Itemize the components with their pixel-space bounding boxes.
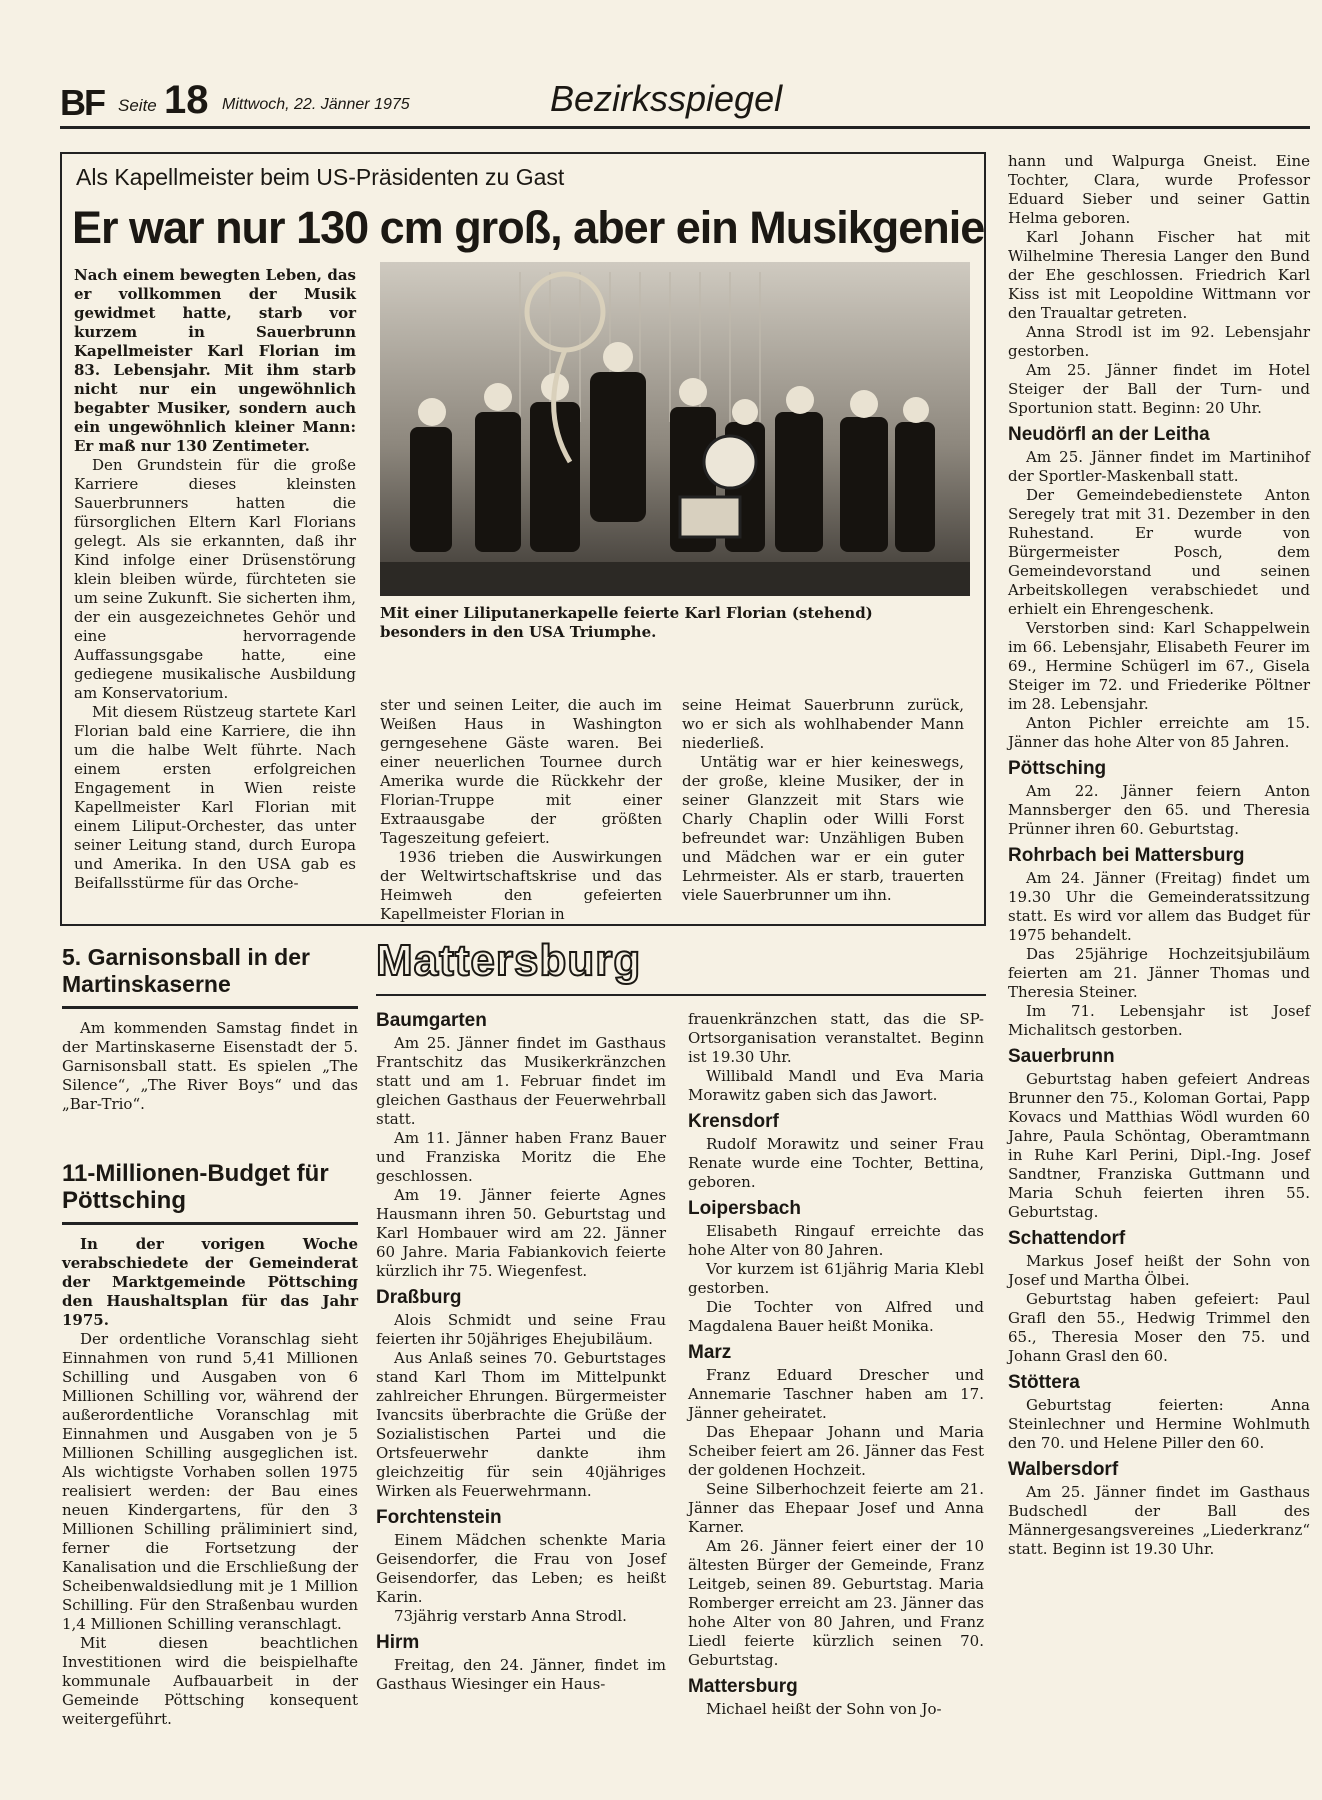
budget-article — [62, 1160, 358, 1729]
rule — [62, 1222, 358, 1225]
locality-heading: Stöttera — [1008, 1372, 1080, 1393]
news-item: Verstorben sind: Karl Schappelwein im 66. Lebensjahr, Elisabeth Feurer im 69., Hermine Schügerl im 67., Gisela Steiger im 72. und Friederike Pöltner im 28. Lebensjahr. — [1008, 619, 1310, 713]
news-item: Am 25. Jänner findet im Hotel Steiger der Ball der Turn- und Sportunion statt. Beginn: 20 Uhr. — [1008, 361, 1310, 417]
locality-heading: Schattendorf — [1008, 1228, 1126, 1249]
banner-rule — [376, 994, 986, 996]
news-item: Rudolf Morawitz und seiner Frau Renate wurde eine Tochter, Bettina, geboren. — [688, 1135, 984, 1191]
locality-heading: Hirm — [376, 1632, 420, 1653]
news-item: Am 25. Jänner findet im Martinihof der Sportler-Maskenball statt. — [1008, 448, 1310, 485]
locality-heading: Draßburg — [376, 1287, 462, 1308]
news-item: Franz Eduard Drescher und Annemarie Taschner haben am 17. Jänner geheiratet. — [688, 1366, 984, 1422]
news-item: 73jährig verstarb Anna Strodl. — [394, 1607, 627, 1625]
rule — [62, 1006, 358, 1009]
lead-paragraph: Untätig war er hier keineswegs, der große, kleine Musiker, der in seiner Glanzzeit mit Stars wie Charly Chaplin oder Willi Forst befreundet war: Unzähligen Buben und Mädchen war er ein guter Lehrmeister. Als er starb, trauerten viele Sauerbrunner um ihn. — [682, 753, 964, 904]
locality-heading: Mattersburg — [688, 1676, 798, 1697]
locality-heading: Forchtenstein — [376, 1507, 502, 1528]
logo: BF — [60, 82, 104, 123]
news-item: Am 24. Jänner (Freitag) findet um 19.30 Uhr die Gemeinderatssitzung statt. Es wird vor allem das Budget für 1975 behandelt. — [1008, 869, 1310, 944]
news-item: frauenkränzchen statt, das die SP-Ortsorganisation veranstaltet. Beginn ist 19.30 Uhr. — [688, 1010, 984, 1066]
masthead — [60, 78, 1310, 126]
right-column — [1008, 152, 1310, 1559]
news-item: Geburtstag haben gefeiert: Paul Grafl den 55., Hedwig Trimmel den 65., Theresia Moser den 75. und Johann Grasl den 60. — [1008, 1290, 1310, 1365]
page-number: 18 — [164, 78, 209, 122]
garnison-article — [62, 944, 358, 1114]
lead-column-1 — [74, 266, 356, 893]
news-item: Die Tochter von Alfred und Magdalena Bauer heißt Monika. — [688, 1298, 984, 1335]
news-item: Alois Schmidt und seine Frau feierten ihr 50jähriges Ehejubiläum. — [376, 1311, 666, 1348]
news-item: Am 25. Jänner findet im Gasthaus Frantschitz das Musikerkränzchen statt und am 1. Februar findet im gleichen Gasthaus der Feuerwehrball statt. — [376, 1034, 666, 1128]
band-photo — [380, 262, 970, 596]
locality-heading: Walbersdorf — [1008, 1459, 1119, 1480]
locality-heading: Krensdorf — [688, 1111, 779, 1132]
news-item: Am 19. Jänner feierte Agnes Hausmann ihren 50. Geburtstag und Karl Hombauer wird am 22. Jänner 60 Jahre. Maria Fabiankovich feierte kürzlich ihr 75. Wiegenfest. — [376, 1186, 666, 1280]
news-item: Aus Anlaß seines 70. Geburtstages stand Karl Thom im Mittelpunkt zahlreicher Ehrungen. Bürgermeister Ivancsits überbrachte die Grüße der Sozialistischen Partei und die Ortsfeuerwehr dankte ihm gleichzeitig für sein 40jähriges Wirken als Feuerwehrmann. — [376, 1349, 666, 1500]
garnison-headline: 5. Garnisonsball in der Martinskaserne — [62, 944, 310, 997]
photo-caption: Mit einer Liliputanerkapelle feierte Karl Florian (stehend) besonders in den USA Triumphe. — [380, 604, 873, 641]
lead-story — [60, 152, 986, 926]
garnison-body: Am kommenden Samstag findet in der Martinskaserne Eisenstadt der 5. Garnisonsball statt. Es spielen „The Silence“, „The River Boys“ und das „Bar-Trio“. — [62, 1019, 358, 1113]
mattersburg-banner: Mattersburg — [376, 936, 642, 985]
locality-heading: Baumgarten — [376, 1010, 487, 1031]
lead-column-2 — [380, 696, 662, 924]
mattersburg-column-1 — [376, 1010, 666, 1694]
issue-date: Mittwoch, 22. Jänner 1975 — [222, 96, 410, 113]
budget-intro: In der vorigen Woche verabschiedete der Gemeinderat der Marktgemeinde Pöttsching den Haushaltsplan für das Jahr 1975. — [62, 1235, 358, 1329]
lead-paragraph: ster und seinen Leiter, die auch im Weißen Haus in Washington gerngesehene Gäste waren. Bei einer neuerlichen Tournee durch Amerika wurde die Rückkehr der Florian-Truppe mit einer Extraausgabe der größten Tageszeitung gefeiert. — [380, 696, 662, 847]
news-item: Geburtstag feierten: Anna Steinlechner und Hermine Wohlmuth den 70. und Helene Piller den 60. — [1008, 1396, 1310, 1452]
page-label: Seite — [118, 96, 157, 115]
locality-heading: Pöttsching — [1008, 758, 1107, 779]
news-item: Das Ehepaar Johann und Maria Scheiber feiert am 26. Jänner das Fest der goldenen Hochzeit. — [688, 1423, 984, 1479]
header-rule — [60, 126, 1310, 129]
lead-paragraph: Mit diesem Rüstzeug startete Karl Florian bald eine Karriere, die ihn um die halbe Welt führte. Nach einem ersten erfolgreichen Engagement in Wien reiste Kapellmeister Karl Florian mit einem Liliput-Orchester, das unter seiner Leitung stand, durch Europa und Amerika. In den USA gab es Beifallsstürme für das Orche- — [74, 703, 356, 892]
locality-heading: Marz — [688, 1342, 732, 1363]
news-item: Einem Mädchen schenkte Maria Geisendorfer, die Frau von Josef Geisendorfer, das Leben; es heißt Karin. — [376, 1531, 666, 1606]
lead-paragraph: Den Grundstein für die große Karriere dieses kleinsten Sauerbrunners hatten die fürsorglichen Eltern Karl Florians gelegt. Als sie erkannten, daß ihr Kind infolge einer Drüsenstörung klein bleiben würde, fürchteten sie um seine Zukunft. Sie sicherten ihm, der ein ausgezeichnetes Gehör und eine hervorragende Auffassungsgabe hatte, eine gediegene musikalische Ausbildung am Konservatorium. — [74, 456, 356, 702]
lead-kicker: Als Kapellmeister beim US-Präsidenten zu Gast — [76, 164, 565, 190]
news-item: Karl Johann Fischer hat mit Wilhelmine Theresia Langer den Bund der Ehe geschlossen. Friedrich Karl Kiss ist mit Leopoldine Wittmann vor den Traualtar getreten. — [1008, 228, 1310, 322]
locality-heading: Loipersbach — [688, 1198, 801, 1219]
news-item: Am 26. Jänner feiert einer der 10 ältesten Bürger der Gemeinde, Franz Leitgeb, seinen 89. Geburtstag. Maria Romberger erreicht am 23. Jänner das hohe Alter von 80 Jahren, und Franz Liedl feierte kürzlich seinen 70. Geburtstag. — [688, 1537, 984, 1669]
lead-intro: Nach einem bewegten Leben, das er vollkommen der Musik gewidmet hatte, starb vor kurzem in Sauerbrunn Kapellmeister Karl Florian im 83. Lebensjahr. Mit ihm starb nicht nur ein ungewöhnlich begabter Musiker, sondern auch ein ungewöhnlich kleiner Mann: Er maß nur 130 Zentimeter. — [74, 266, 356, 455]
locality-heading: Rohrbach bei Mattersburg — [1008, 845, 1245, 866]
mattersburg-column-2 — [688, 1010, 984, 1719]
news-item: Geburtstag haben gefeiert Andreas Brunner den 75., Koloman Gortai, Papp Kovacs und Matthias Wödl wurden 60 Jahre, Paula Schöntag, Oberamtmann in Ruhe Karl Perini, Dipl.-Ing. Josef Sandtner, Franziska Guttmann und Maria Schuh feierten ihren 55. Geburtstag. — [1008, 1070, 1310, 1221]
news-item: Im 71. Lebensjahr ist Josef Michalitsch gestorben. — [1008, 1002, 1310, 1039]
lead-headline: Er war nur 130 cm groß, aber ein Musikgenie — [72, 202, 985, 253]
news-item: Markus Josef heißt der Sohn von Josef und Martha Ölbei. — [1008, 1252, 1310, 1289]
news-item: Elisabeth Ringauf erreichte das hohe Alter von 80 Jahren. — [688, 1222, 984, 1259]
news-item: Am 22. Jänner feiern Anton Mannsberger den 65. und Theresia Prünner ihren 60. Geburtstag. — [1008, 782, 1310, 838]
news-item: Vor kurzem ist 61jährig Maria Klebl gestorben. — [688, 1260, 984, 1297]
section-title: Bezirksspiegel — [550, 78, 783, 119]
news-item: Das 25jährige Hochzeitsjubiläum feierten am 21. Jänner Thomas und Theresia Steiner. — [1008, 945, 1310, 1001]
budget-paragraph: Der ordentliche Voranschlag sieht Einnahmen von rund 5,41 Millionen Schilling und Ausgaben von 6 Millionen Schilling vor, während der außerordentliche Voranschlag mit Einnahmen und Ausgaben von je 5 Millionen Schilling ausgeglichen ist. Als wichtigste Vorhaben sollen 1975 realisiert werden: der Bau eines neuen Kindergartens, für den 3 Millionen Schilling präliminiert sind, ferner die Fortsetzung der Kanalisation und die Erschließung der Scheibenwaldsiedlung mit je 1 Million Schilling. Für den Straßenbau wurden 1,4 Millionen Schilling veranschlagt. — [62, 1330, 358, 1633]
lead-paragraph: 1936 trieben die Auswirkungen der Weltwirtschaftskrise und das Heimweh den gefeierten Kapellmeister Florian in — [380, 848, 662, 923]
news-item: Michael heißt der Sohn von Jo- — [706, 1700, 942, 1718]
budget-headline: 11-Millionen-Budget für Pöttsching — [62, 1160, 329, 1214]
budget-paragraph: Mit diesen beachtlichen Investitionen wird die beispielhafte kommunale Aufbauarbeit in der Gemeinde Pöttsching konsequent weitergeführt. — [62, 1634, 358, 1728]
lead-column-3 — [682, 696, 964, 905]
news-item: hann und Walpurga Gneist. Eine Tochter, Clara, wurde Professor Eduard Sieber und seiner Gattin Helma geboren. — [1008, 152, 1310, 227]
news-item: Anton Pichler erreichte am 15. Jänner das hohe Alter von 85 Jahren. — [1008, 714, 1310, 751]
news-item: Freitag, den 24. Jänner, findet im Gasthaus Wiesinger ein Haus- — [376, 1656, 666, 1693]
news-item: Anna Strodl ist im 92. Lebensjahr gestorben. — [1008, 323, 1310, 360]
news-item: Am 25. Jänner findet im Gasthaus Budschedl der Ball des Männergesangsvereines „Liederkranz“ statt. Beginn ist 19.30 Uhr. — [1008, 1483, 1310, 1558]
news-item: Willibald Mandl und Eva Maria Morawitz gaben sich das Jawort. — [688, 1067, 984, 1104]
lead-paragraph: seine Heimat Sauerbrunn zurück, wo er sich als wohlhabender Mann niederließ. — [682, 696, 964, 752]
locality-heading: Neudörfl an der Leitha — [1008, 424, 1210, 445]
news-item: Der Gemeindebedienstete Anton Seregely trat mit 31. Dezember in den Ruhestand. Er wurde von Bürgermeister Posch, dem Gemeindevorstand und seinen Arbeitskollegen verabschiedet und erhielt ein Ehrengeschenk. — [1008, 486, 1310, 618]
locality-heading: Sauerbrunn — [1008, 1046, 1115, 1067]
news-item: Seine Silberhochzeit feierte am 21. Jänner das Ehepaar Josef und Anna Karner. — [688, 1480, 984, 1536]
news-item: Am 11. Jänner haben Franz Bauer und Franziska Moritz die Ehe geschlossen. — [376, 1129, 666, 1185]
